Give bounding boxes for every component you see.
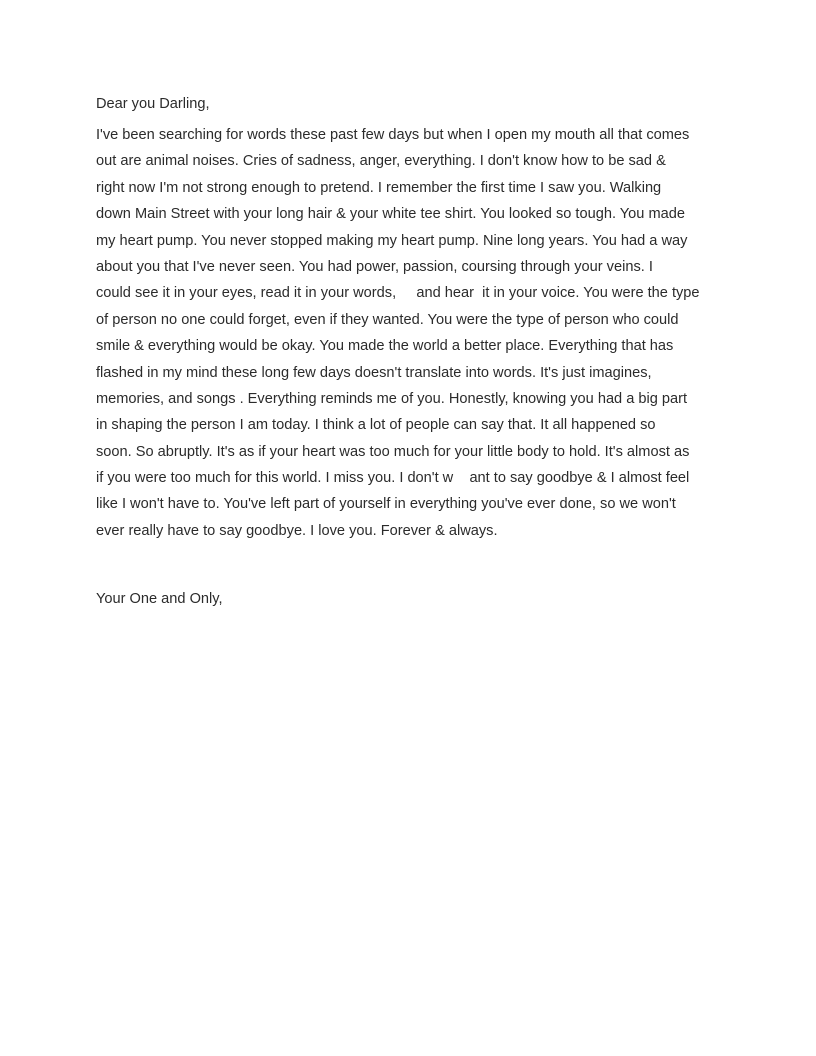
letter-body [96,125,736,547]
letter-body-line: smile & everything would be okay. You made the world a better place. Everything that has [96,338,674,355]
letter-body-line: soon. So abruptly. It's as if your heart was too much for your little body to hold. It's almost as [96,443,690,460]
letter-body-line: if you were too much for this world. I miss you. I don't w ant to say goodbye & I almost feel [96,470,690,487]
letter-body-line: down Main Street with your long hair & your white tee shirt. You looked so tough. You made [96,206,685,223]
letter-body-line: like I won't have to. You've left part of yourself in everything you've ever done, so we won't [96,496,676,513]
letter-body-line: in shaping the person I am today. I think a lot of people can say that. It all happened so [96,417,656,434]
letter-greeting: Dear you Darling, [96,96,210,112]
letter-body-line: my heart pump. You never stopped making my heart pump. Nine long years. You had a way [96,232,688,249]
letter-body-line: could see it in your eyes, read it in your words, and hear it in your voice. You were the type [96,285,700,302]
letter-closing: Your One and Only, [96,591,223,607]
letter-body-line: I've been searching for words these past few days but when I open my mouth all that comes [96,127,690,143]
letter-body-line: memories, and songs . Everything reminds me of you. Honestly, knowing you had a big part [96,390,688,407]
letter-body-line: out are animal noises. Cries of sadness, anger, everything. I don't know how to be sad & [96,153,666,170]
letter-body-line: of person no one could forget, even if they wanted. You were the type of person who could [96,311,679,328]
letter-body-line: flashed in my mind these long few days doesn't translate into words. It's just imagines, [96,364,652,381]
letter-body-line: ever really have to say goodbye. I love you. Forever & always. [96,522,498,539]
letter-body-line: right now I'm not strong enough to pretend. I remember the first time I saw you. Walking [96,179,662,196]
letter-body-line: about you that I've never seen. You had power, passion, coursing through your veins. I [96,258,653,275]
